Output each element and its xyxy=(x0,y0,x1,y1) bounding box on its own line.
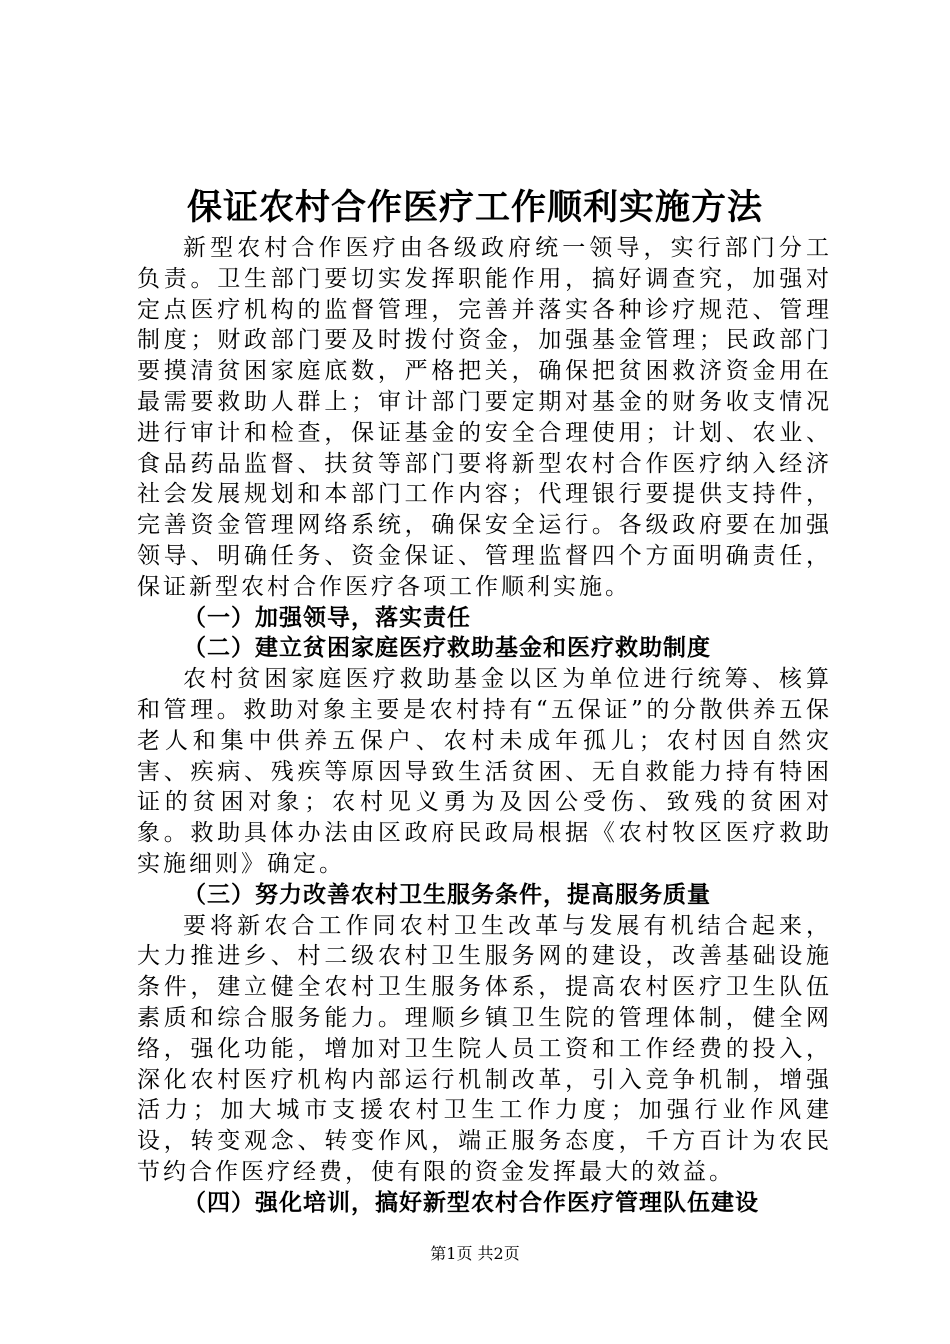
page-number-footer: 第1页 共2页 xyxy=(430,1244,520,1263)
document-title: 保证农村合作医疗工作顺利实施方法 xyxy=(186,187,763,228)
document-body xyxy=(137,233,832,1219)
section-heading-3: （三）努力改善农村卫生服务条件，提高服务质量 xyxy=(183,880,711,908)
section-heading-4: （四）强化培训，搞好新型农村合作医疗管理队伍建设 xyxy=(183,1188,759,1216)
section-heading-2: （二）建立贫困家庭医疗救助基金和医疗救助制度 xyxy=(183,634,711,662)
paragraph-service-quality: 要将新农合工作同农村卫生改革与发展有机结合起来，大力推进乡、村二级农村卫生服务网的建设，改善基础设施条件，建立健全农村卫生服务体系，提高农村医疗卫生队伍素质和综合服务能力。理顺乡镇卫生院的管理体制，健全网络，强化功能，增加对卫生院人员工资和工作经费的投入，深化农村医疗机构内部运行机制改革，引入竞争机制，增强活力；加大城市支援农村卫生工作力度；加强行业作风建设，转变观念、转变作风，端正服务态度，千方百计为农民节约合作医疗经费，使有限的资金发挥最大的效益。 xyxy=(137,912,832,1185)
section-heading-1: （一）加强领导，落实责任 xyxy=(183,603,471,631)
paragraph-responsibilities: 新型农村合作医疗由各级政府统一领导，实行部门分工负责。卫生部门要切实发挥职能作用，搞好调查究，加强对定点医疗机构的监督管理，完善并落实各种诊疗规范、管理制度；财政部门要及时拨付资金，加强基金管理；民政部门要摸清贫困家庭底数，严格把关，确保把贫困救济资金用在最需要救助人群上；审计部门要定期对基金的财务收支情况进行审计和检查，保证基金的安全合理使用；计划、农业、食品药品监督、扶贫等部门要将新型农村合作医疗纳入经济社会发展规划和本部门工作内容；代理银行要提供支持件，完善资金管理网络系统，确保安全运行。各级政府要在加强领导、明确任务、资金保证、管理监督四个方面明确责任，保证新型农村合作医疗各项工作顺利实施。 xyxy=(137,235,832,600)
paragraph-relief-fund: 农村贫困家庭医疗救助基金以区为单位进行统筹、核算和管理。救助对象主要是农村持有“五保证”的分散供养五保老人和集中供养五保户、农村未成年孤儿；农村因自然灾害、疾病、残疾等原因导致生活贫困、无自救能力持有特困证的贫困对象；农村见义勇为及因公受伤、致残的贫困对象。救助具体办法由区政府民政局根据《农村牧区医疗救助实施细则》确定。 xyxy=(137,666,832,877)
